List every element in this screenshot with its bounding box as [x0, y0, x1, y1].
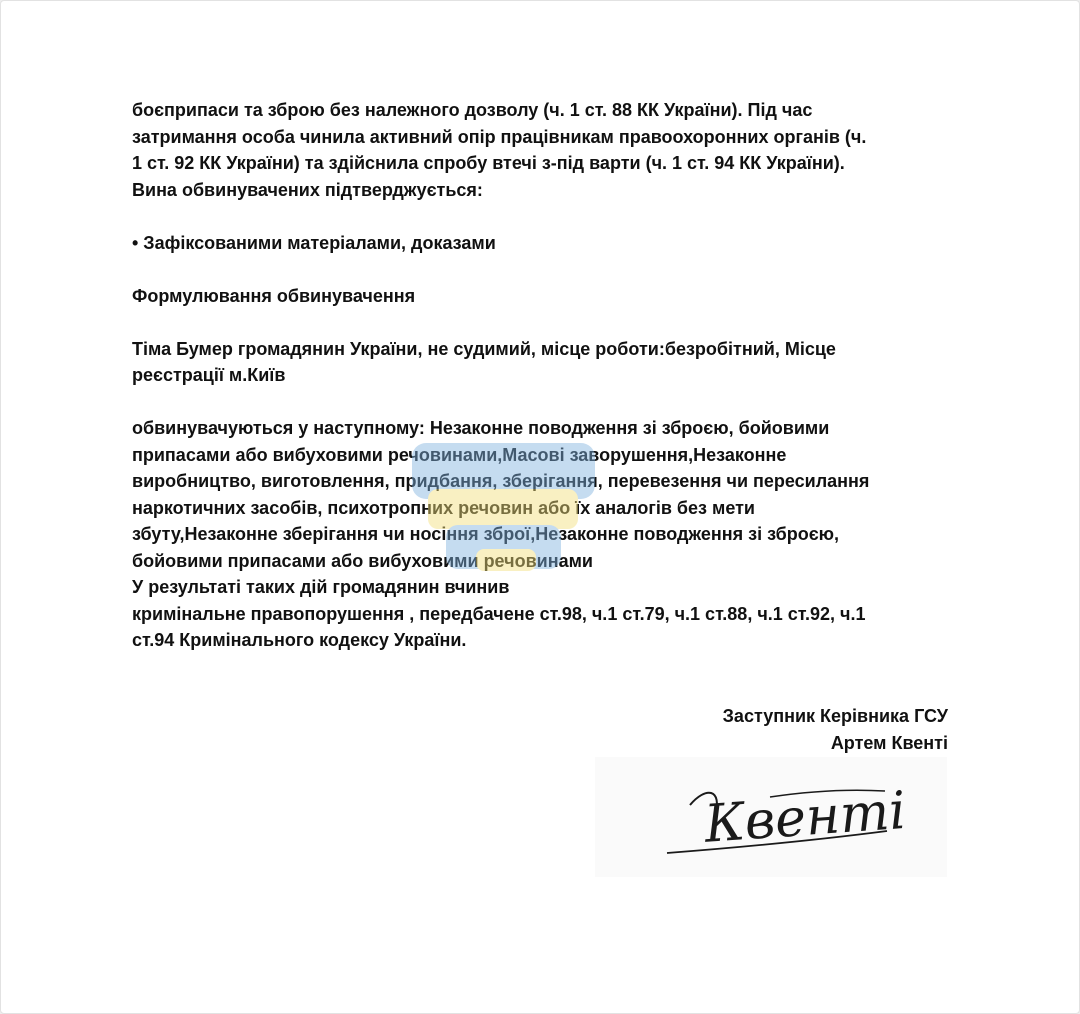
evidence-bullet: • Зафіксованими матеріалами, доказами: [132, 232, 496, 253]
person-line: Тіма Бумер громадянин України, не судимий, місце роботи:безробітний, Місце: [132, 338, 836, 359]
paragraph-line: боєприпаси та зброю без належного дозволу (ч. 1 ст. 88 КК України). Під час: [132, 100, 813, 120]
handwritten-signature: [595, 757, 947, 877]
paragraph-line: затримання особа чинила активний опір працівникам правоохоронних органів (ч.: [132, 126, 867, 147]
charges-line: обвинувачуються у наступному: Незаконне поводження зі зброєю, бойовими: [132, 418, 830, 438]
charges-line: У результаті таких дій громадянин вчинив: [132, 577, 510, 597]
signature-text: Квенті: [702, 780, 908, 855]
signer-name: Артем Квенті: [830, 733, 948, 753]
paragraph-line: Вина обвинувачених підтверджується:: [132, 179, 483, 200]
section-heading: Формулювання обвинувачення: [132, 285, 416, 306]
signature-area: [595, 757, 947, 877]
charges-line: бойовими припасами або вибуховими речовинами: [132, 550, 593, 571]
charges-line: виробництво, виготовлення, придбання, зберігання, перевезення чи пересилання: [132, 471, 870, 491]
charges-line: ст.94 Кримінального кодексу України.: [132, 630, 467, 650]
paragraph-line: 1 ст. 92 КК України) та здійснила спробу втечі з-під варти (ч. 1 ст. 94 КК України).: [132, 153, 845, 173]
person-line: реєстрації м.Київ: [132, 365, 286, 385]
signer-block: [548, 703, 948, 757]
charges-line: збуту,Незаконне зберігання чи носіння зброї,Незаконне поводження зі зброєю,: [132, 524, 840, 544]
charges-line: припасами або вибуховими речовинами,Масові заворушення,Незаконне: [132, 444, 787, 465]
charges-line: наркотичних засобів, психотропних речовин або їх аналогів без мети: [132, 497, 755, 518]
document-body: [132, 97, 962, 654]
charges-line: кримінальне правопорушення , передбачене ст.98, ч.1 ст.79, ч.1 ст.88, ч.1 ст.92, ч.1: [132, 603, 866, 624]
signer-position: Заступник Керівника ГСУ: [722, 706, 948, 726]
